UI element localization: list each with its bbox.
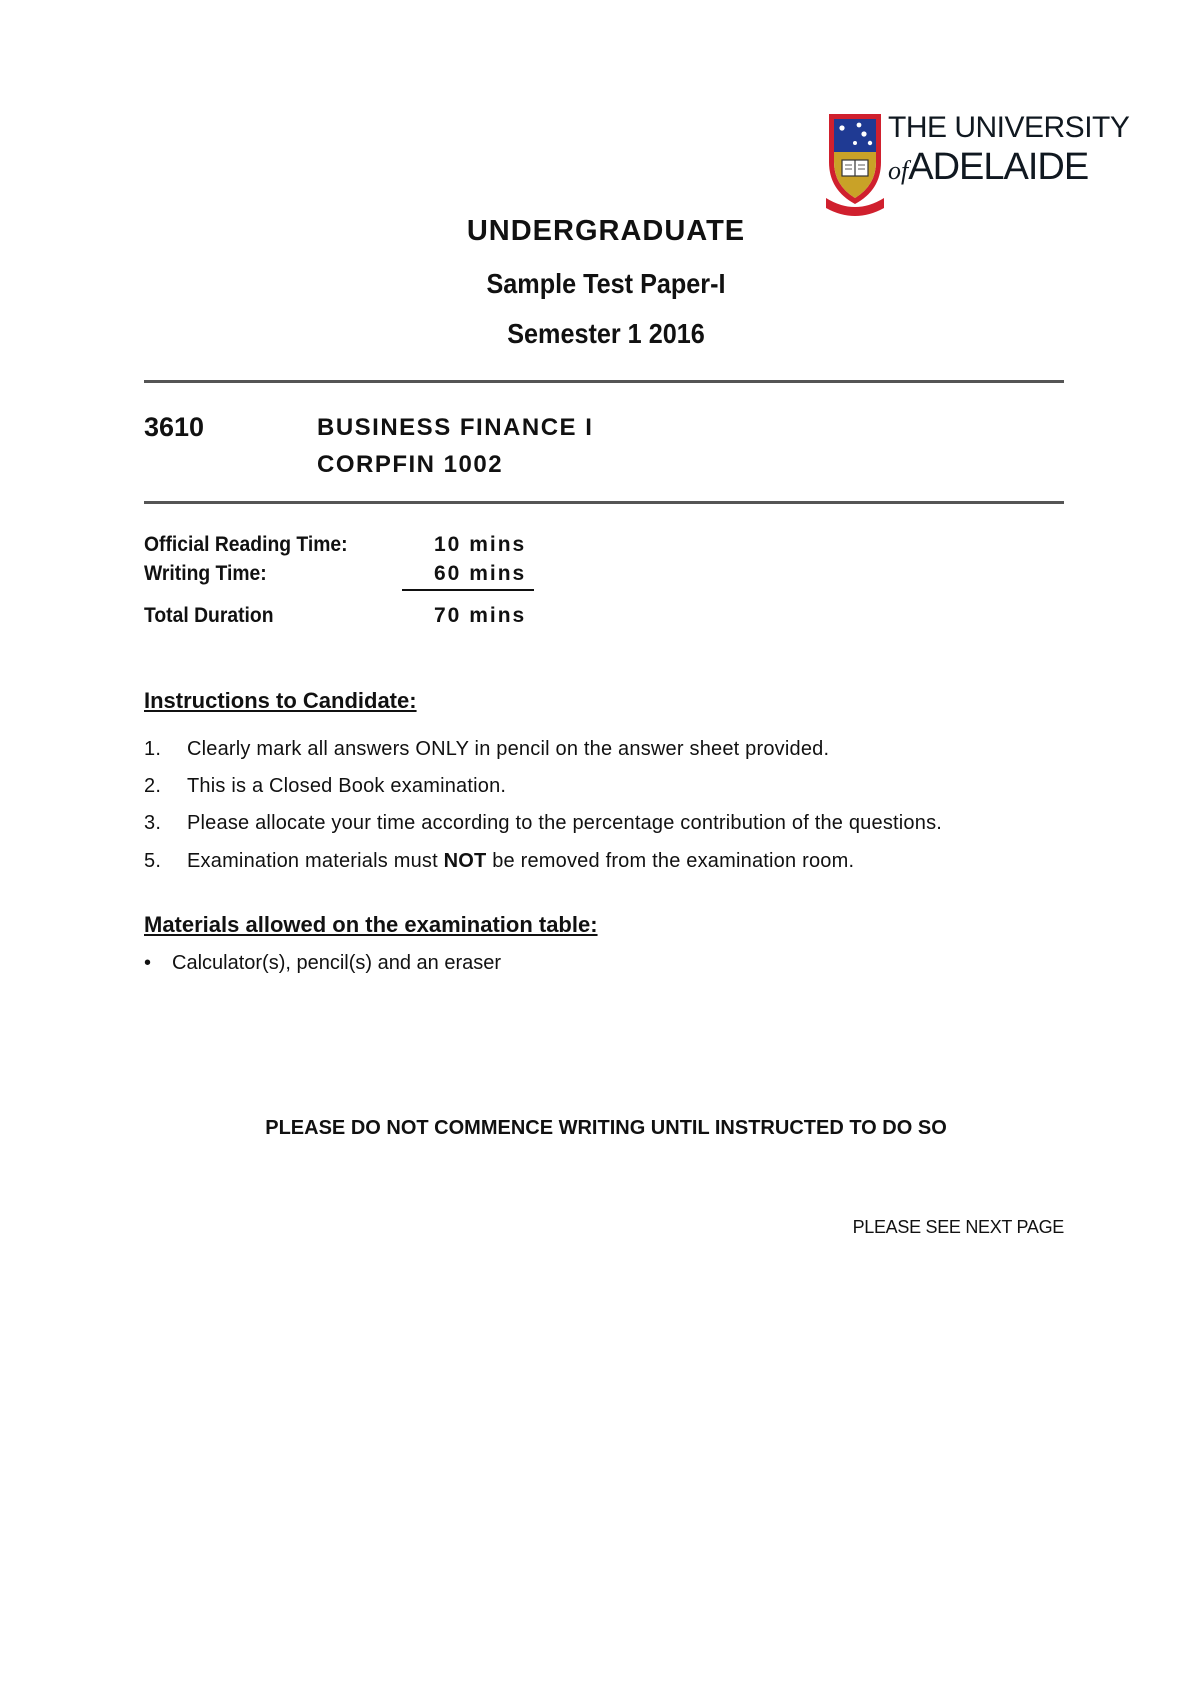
paper-title: Sample Test Paper-I bbox=[486, 268, 726, 299]
course-catalog-code: CORPFIN 1002 bbox=[317, 451, 504, 478]
instruction-number: 5. bbox=[144, 850, 162, 872]
instruction-number: 3. bbox=[144, 812, 162, 834]
instruction-text-pre: Examination materials must bbox=[187, 850, 444, 872]
bullet-icon: • bbox=[144, 952, 152, 974]
level-title: UNDERGRADUATE bbox=[466, 215, 746, 247]
divider-top bbox=[144, 380, 1064, 383]
instruction-item bbox=[144, 850, 854, 873]
materials-item-text: Calculator(s), pencil(s) and an eraser bbox=[172, 952, 502, 974]
logo-of: of bbox=[888, 156, 909, 185]
reading-time-value: 10 mins bbox=[434, 533, 527, 556]
logo-line-adelaide bbox=[888, 146, 1088, 189]
sum-underline bbox=[402, 589, 534, 591]
instruction-text: Clearly mark all answers ONLY in pencil on the answer sheet provided. bbox=[187, 738, 830, 760]
logo-line-university: THE UNIVERSITY bbox=[888, 111, 1130, 144]
instruction-text: Please allocate your time according to the percentage contribution of the questions. bbox=[187, 812, 943, 834]
university-logo bbox=[826, 111, 1130, 220]
instruction-number: 2. bbox=[144, 775, 162, 797]
instructions-heading: Instructions to Candidate: bbox=[144, 688, 417, 713]
writing-time-value: 60 mins bbox=[434, 562, 527, 585]
commence-warning: PLEASE DO NOT COMMENCE WRITING UNTIL INSTRUCTED TO DO SO bbox=[265, 1117, 947, 1139]
logo-adelaide: ADELAIDE bbox=[908, 146, 1089, 188]
university-crest-icon bbox=[826, 112, 884, 218]
instruction-emphasis: NOT bbox=[443, 850, 487, 872]
writing-time-label: Writing Time: bbox=[144, 562, 267, 585]
instruction-item bbox=[144, 775, 506, 798]
instruction-text-post: be removed from the examination room. bbox=[486, 850, 855, 872]
materials-heading: Materials allowed on the examination table: bbox=[144, 912, 598, 937]
semester-title: Semester 1 2016 bbox=[507, 318, 705, 349]
divider-bottom bbox=[144, 501, 1064, 504]
course-name: BUSINESS FINANCE I bbox=[317, 414, 594, 441]
instruction-item bbox=[144, 738, 829, 761]
instruction-number: 1. bbox=[144, 738, 162, 760]
instruction-item bbox=[144, 812, 942, 835]
total-duration-value: 70 mins bbox=[434, 604, 527, 627]
total-duration-label: Total Duration bbox=[144, 604, 274, 627]
reading-time-label: Official Reading Time: bbox=[144, 533, 348, 556]
materials-list-item bbox=[144, 952, 501, 975]
course-code: 3610 bbox=[144, 412, 205, 442]
see-next-page: PLEASE SEE NEXT PAGE bbox=[852, 1217, 1064, 1237]
instruction-text: This is a Closed Book examination. bbox=[187, 775, 507, 797]
